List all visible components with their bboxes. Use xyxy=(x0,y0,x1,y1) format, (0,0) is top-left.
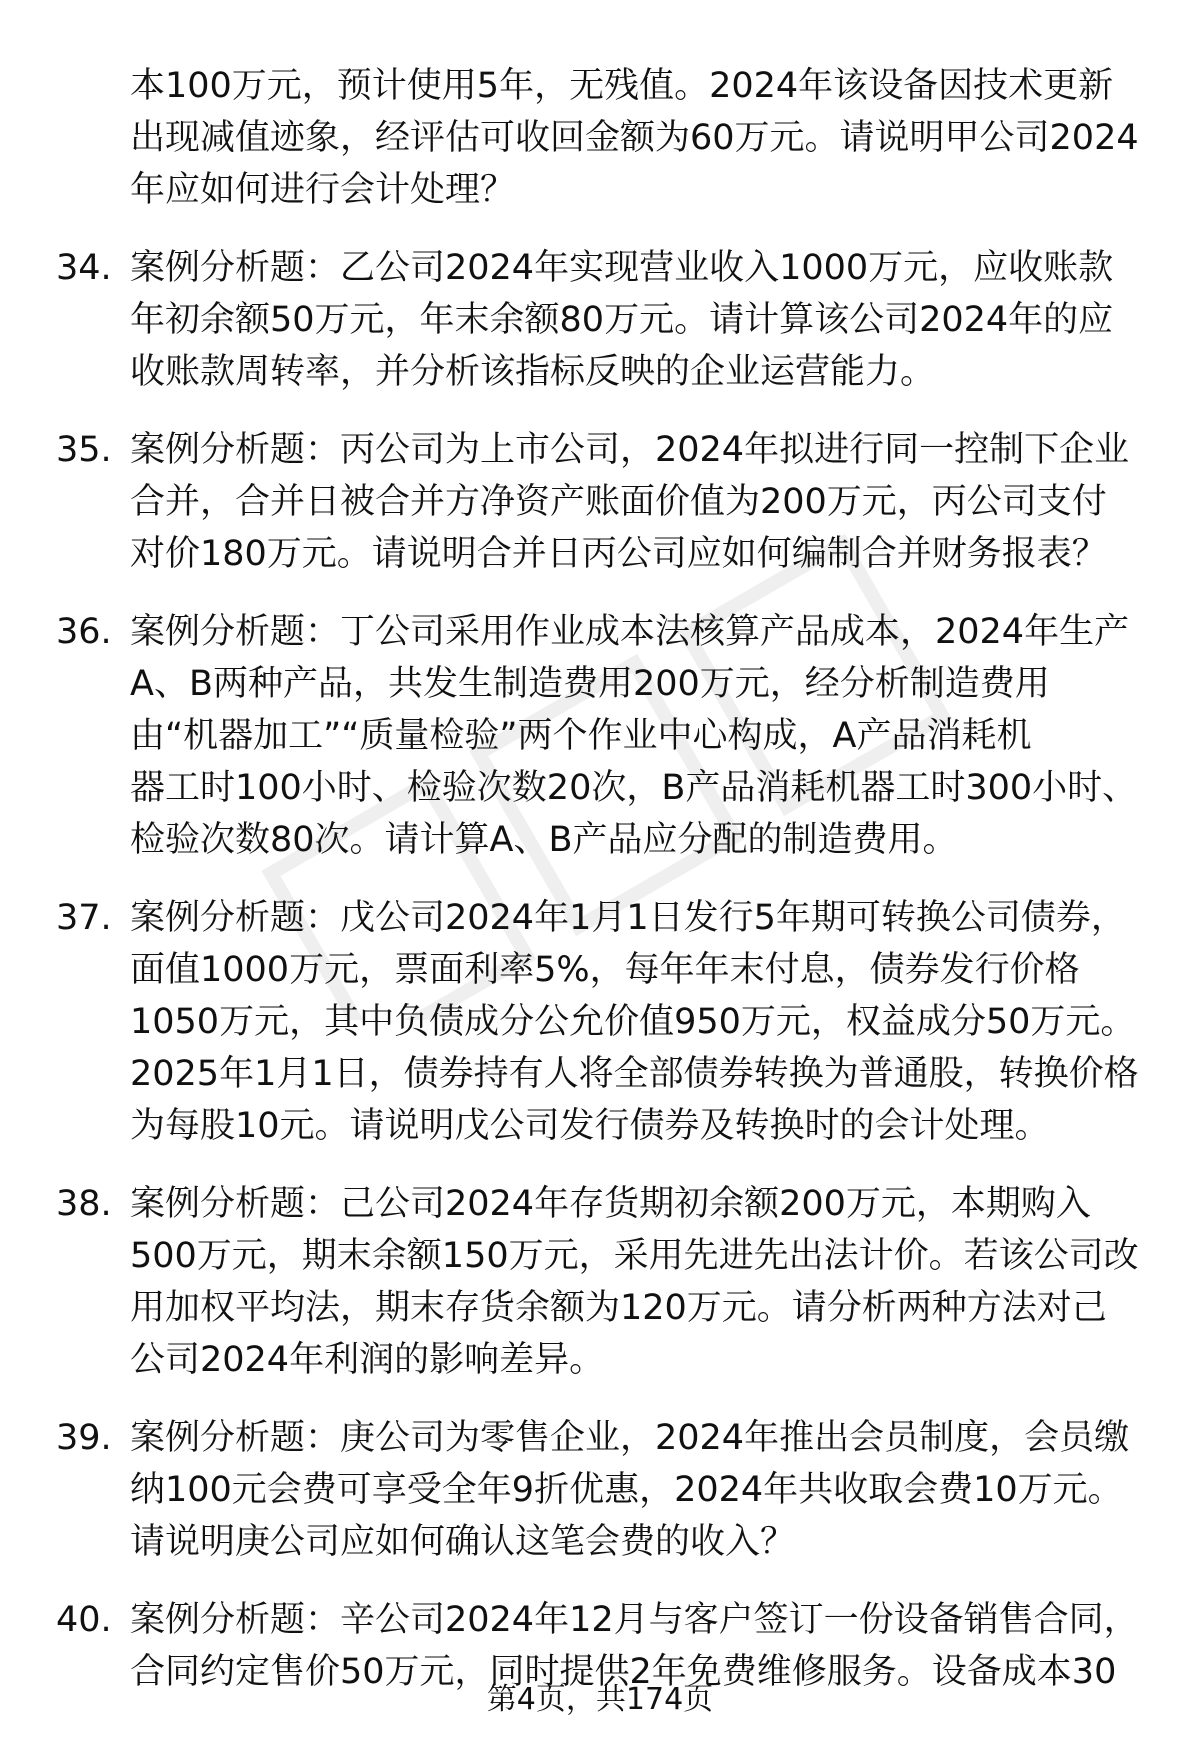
question-text xyxy=(130,606,1156,866)
text-line: 年应如何进行会计处理？ xyxy=(130,170,516,210)
text-line: 合同约定售价50万元，同时提供2年免费维修服务。设备成本30 xyxy=(130,1652,1117,1692)
question-38 xyxy=(56,1178,1156,1386)
page-number: 第4页，共174页 xyxy=(486,1682,714,1717)
question-34 xyxy=(56,242,1156,398)
question-text xyxy=(130,892,1156,1152)
question-text xyxy=(130,424,1156,580)
text-line: 面值1000万元，票面利率5%，每年年末付息，债券发行价格 xyxy=(130,950,1080,990)
text-line: 由“机器加工”“质量检验”两个作业中心构成，A产品消耗机 xyxy=(130,716,1032,756)
question-35 xyxy=(56,424,1156,580)
question-number: 40. xyxy=(56,1600,112,1640)
text-line: 案例分析题：辛公司2024年12月与客户签订一份设备销售合同， xyxy=(130,1600,1139,1640)
text-line: A、B两种产品，共发生制造费用200万元，经分析制造费用 xyxy=(130,664,1050,704)
text-line: 合并，合并日被合并方净资产账面价值为200万元，丙公司支付 xyxy=(130,482,1107,522)
question-39 xyxy=(56,1412,1156,1568)
question-number: 37. xyxy=(56,898,112,938)
text-line: 对价180万元。请说明合并日丙公司应如何编制合并财务报表？ xyxy=(130,534,1107,574)
text-line: 检验次数80次。请计算A、B产品应分配的制造费用。 xyxy=(130,820,958,860)
text-line: 公司2024年利润的影响差异。 xyxy=(130,1340,605,1380)
text-line: 案例分析题：庚公司为零售企业，2024年推出会员制度，会员缴 xyxy=(130,1418,1130,1458)
text-line: 用加权平均法，期末存货余额为120万元。请分析两种方法对己 xyxy=(130,1288,1107,1328)
text-line: 收账款周转率，并分析该指标反映的企业运营能力。 xyxy=(130,352,936,392)
text-line: 案例分析题：己公司2024年存货期初余额200万元，本期购入 xyxy=(130,1184,1091,1224)
text-line: 案例分析题：丙公司为上市公司，2024年拟进行同一控制下企业 xyxy=(130,430,1130,470)
text-line: 器工时100小时、检验次数20次，B产品消耗机器工时300小时、 xyxy=(130,768,1138,808)
question-number: 39. xyxy=(56,1418,112,1458)
page-footer xyxy=(0,1680,1200,1720)
question-text xyxy=(130,1178,1156,1386)
text-line: 本100万元，预计使用5年，无残值。2024年该设备因技术更新 xyxy=(130,66,1114,106)
text-line: 纳100元会费可享受全年9折优惠，2024年共收取会费10万元。 xyxy=(130,1470,1123,1510)
text-line: 案例分析题：乙公司2024年实现营业收入1000万元，应收账款 xyxy=(130,248,1114,288)
text-line: 500万元，期末余额150万元，采用先进先出法计价。若该公司改 xyxy=(130,1236,1139,1276)
question-number: 34. xyxy=(56,248,112,288)
text-line: 请说明庚公司应如何确认这笔会费的收入？ xyxy=(130,1522,796,1562)
question-number: 35. xyxy=(56,430,112,470)
question-37 xyxy=(56,892,1156,1152)
text-line: 出现减值迹象，经评估可收回金额为60万元。请说明甲公司2024 xyxy=(130,118,1139,158)
text-line: 案例分析题：戊公司2024年1月1日发行5年期可转换公司债券， xyxy=(130,898,1126,938)
question-text xyxy=(130,1412,1156,1568)
question-text xyxy=(130,242,1156,398)
text-line: 案例分析题：丁公司采用作业成本法核算产品成本，2024年生产 xyxy=(130,612,1130,652)
text-line: 为每股10元。请说明戊公司发行债券及转换时的会计处理。 xyxy=(130,1106,1050,1146)
question-number: 38. xyxy=(56,1184,112,1224)
text-line: 1050万元，其中负债成分公允价值950万元，权益成分50万元。 xyxy=(130,1002,1136,1042)
document-body xyxy=(56,60,1156,1698)
text-line: 2025年1月1日，债券持有人将全部债券转换为普通股，转换价格 xyxy=(130,1054,1139,1094)
question-36 xyxy=(56,606,1156,866)
question-number: 36. xyxy=(56,612,112,652)
text-line: 年初余额50万元，年末余额80万元。请计算该公司2024年的应 xyxy=(130,300,1114,340)
continued-question-text xyxy=(130,60,1156,216)
